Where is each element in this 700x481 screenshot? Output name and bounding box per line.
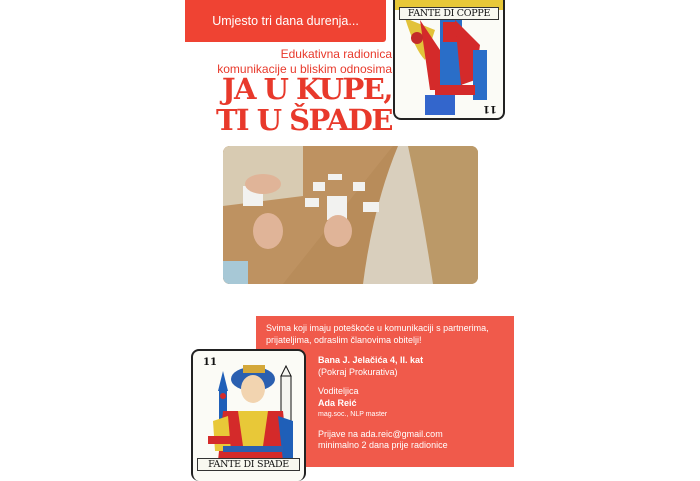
leader-name: Ada Reić [318, 397, 357, 408]
card-number: 11 [203, 357, 217, 368]
playing-card-fante-di-spade [191, 349, 306, 481]
subtitle-line-1: Edukativna radionica [280, 47, 392, 61]
signup-deadline: minimalno 2 dana prije radionice [318, 440, 448, 450]
card-game-photo [223, 146, 478, 284]
info-details [318, 355, 508, 452]
card-number: 11 [483, 103, 497, 114]
address-note: (Pokraj Prokurativa) [318, 366, 398, 377]
leader-label: Voditeljica [318, 386, 359, 396]
card-label: FANTE DI SPADE [197, 458, 300, 471]
signup-text: Prijave na ada.reic@gmail.com [318, 428, 443, 439]
card-label: FANTE DI COPPE [399, 7, 499, 20]
title-line-2: TI U ŠPADE [215, 103, 392, 137]
playing-card-fante-di-coppe [393, 0, 505, 120]
page-title [210, 74, 392, 136]
leader-title: mag.soc., NLP master [318, 411, 388, 418]
banner-text: Umjesto tri dana durenja... [212, 14, 359, 28]
info-intro: Svima koji imaju poteškoće u komunikaciji s partnerima, prijateljima, odraslim članovima obitelji! [266, 323, 489, 345]
subtitle-line-2: komunikacije u bliskim odnosima [217, 62, 392, 76]
photo-image-icon [223, 146, 478, 284]
address: Bana J. Jelačića 4, II. kat [318, 355, 424, 365]
top-banner [185, 0, 386, 42]
title-line-1: JA U KUPE, [221, 72, 392, 106]
